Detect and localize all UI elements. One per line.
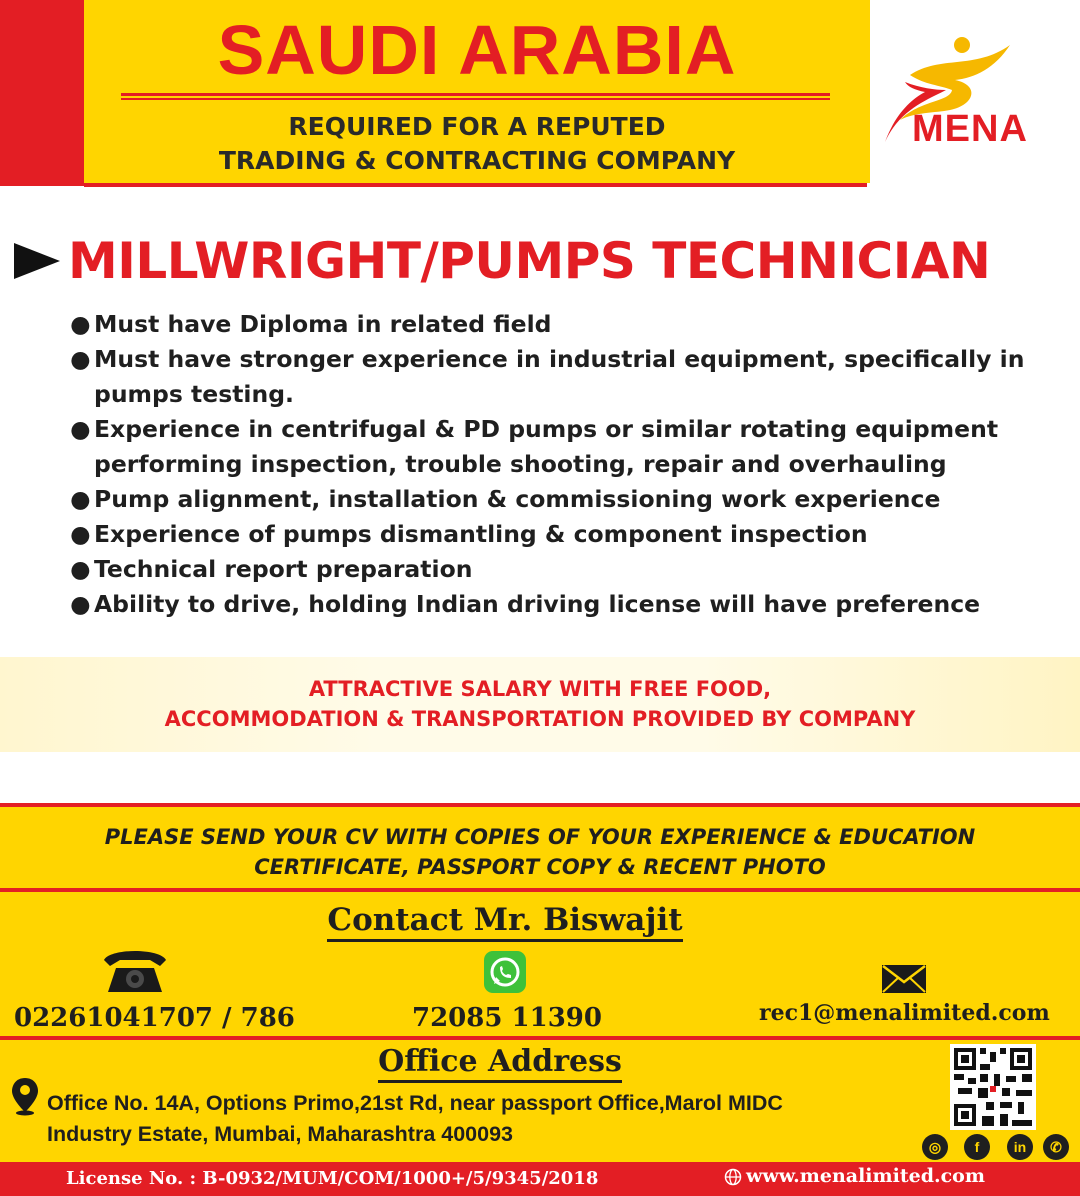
header-red-block: [0, 0, 84, 186]
globe-icon: [724, 1168, 742, 1186]
phone-number[interactable]: 02261041707 / 786: [14, 1003, 295, 1033]
requirement-item: [70, 517, 1030, 552]
facebook-icon[interactable]: f: [964, 1134, 990, 1160]
instagram-icon[interactable]: ◎: [922, 1134, 948, 1160]
bullet-icon: ●: [70, 415, 91, 443]
requirement-item: [70, 342, 1030, 412]
logo-wordmark: MENA: [912, 108, 1028, 150]
bullet-icon: ●: [70, 485, 91, 513]
office-address: [47, 1088, 947, 1150]
apply-line1: PLEASE SEND YOUR CV WITH COPIES OF YOUR EXPERIENCE & EDUCATION: [104, 825, 976, 849]
benefits-line1: ATTRACTIVE SALARY WITH FREE FOOD,: [308, 677, 772, 701]
header-subtitle: [84, 110, 870, 178]
requirement-text: Technical report preparation: [94, 555, 473, 583]
whatsapp-icon: [484, 951, 526, 993]
requirement-item: [70, 552, 1030, 587]
office-heading-text: Office Address: [378, 1044, 622, 1083]
bullet-icon: ●: [70, 590, 91, 618]
apply-line2: CERTIFICATE, PASSPORT COPY & RECENT PHOTO: [254, 855, 826, 879]
envelope-icon: [881, 964, 927, 994]
requirement-text: Ability to drive, holding Indian driving license will have preference: [94, 590, 981, 618]
whatsapp-number[interactable]: 72085 11390: [412, 1003, 602, 1033]
office-address-line2: Industry Estate, Mumbai, Maharashtra 400093: [47, 1122, 514, 1146]
divider-top: [0, 803, 1080, 807]
requirement-text: pumps testing.: [94, 380, 294, 408]
qr-code-icon[interactable]: [950, 1044, 1036, 1130]
requirement-text: Must have Diploma in related field: [94, 310, 552, 338]
divider-apply: [0, 888, 1080, 892]
telephone-icon: [100, 946, 170, 996]
header-bottom-rule: [84, 183, 867, 187]
license-number: License No. : B-0932/MUM/COM/1000+/5/9345/2018: [66, 1168, 599, 1189]
requirement-item: [70, 587, 1030, 622]
requirement-text: Experience of pumps dismantling & component inspection: [94, 520, 868, 548]
contact-heading: [0, 900, 1010, 940]
requirement-item: [70, 307, 1030, 342]
requirement-text: performing inspection, trouble shooting, repair and overhauling: [94, 450, 947, 478]
bullet-icon: ●: [70, 345, 91, 373]
requirement-item: [70, 412, 1030, 482]
requirement-text: Experience in centrifugal & PD pumps or similar rotating equipment: [94, 415, 999, 443]
whatsapp-social-icon[interactable]: ✆: [1043, 1134, 1069, 1160]
right-triangle-icon: [14, 243, 60, 279]
apply-instructions: [0, 822, 1080, 882]
benefits-line2: ACCOMMODATION & TRANSPORTATION PROVIDED BY COMPANY: [164, 707, 916, 731]
benefits-text: [0, 674, 1080, 734]
website-link[interactable]: www.menalimited.com: [746, 1165, 985, 1187]
contact-heading-text: Contact Mr. Biswajit: [327, 902, 682, 942]
title-underline-second: [121, 98, 830, 100]
office-heading: [0, 1042, 1000, 1082]
requirement-item: [70, 482, 1030, 517]
bullet-icon: ●: [70, 310, 91, 338]
country-title: SAUDI ARABIA: [217, 11, 737, 89]
requirement-text: Pump alignment, installation & commissioning work experience: [94, 485, 941, 513]
office-address-line1: Office No. 14A, Options Primo,21st Rd, near passport Office,Marol MIDC: [47, 1091, 783, 1115]
header-subtitle-line2: TRADING & CONTRACTING COMPANY: [218, 146, 736, 175]
linkedin-icon[interactable]: in: [1007, 1134, 1033, 1160]
title-underline: [121, 93, 830, 96]
location-pin-icon: [10, 1076, 40, 1116]
divider-contact: [0, 1036, 1080, 1040]
requirements-list: [70, 307, 1030, 622]
requirement-text: Must have stronger experience in industrial equipment, specifically in: [94, 345, 1025, 373]
bullet-icon: ●: [70, 520, 91, 548]
job-title: MILLWRIGHT/PUMPS TECHNICIAN: [68, 232, 991, 290]
email-link[interactable]: rec1@menalimited.com: [759, 1000, 1050, 1026]
header-subtitle-line1: REQUIRED FOR A REPUTED: [288, 112, 666, 141]
bullet-icon: ●: [70, 555, 91, 583]
